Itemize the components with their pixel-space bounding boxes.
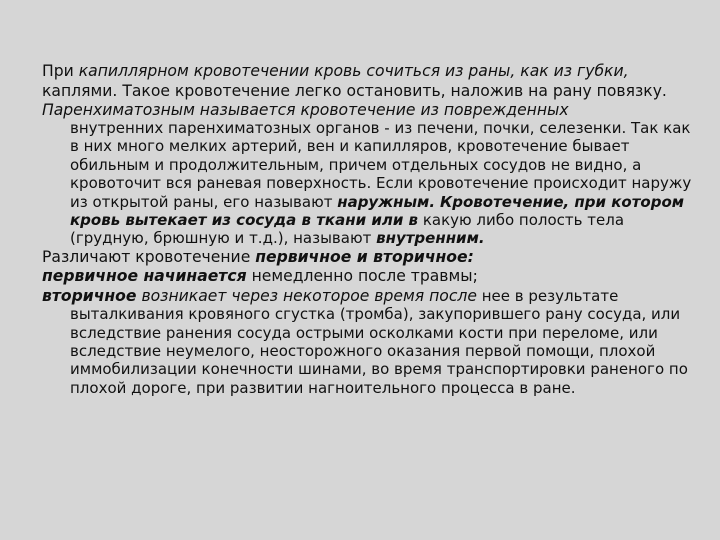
external-term: наружным. [337, 192, 436, 211]
parenchymal-body: внутренних паренхиматозных органов - из печени, почки, селезенки. Так как в них много мелких артерий, вен и капилляров, кровотечение бывает обильным и продолжительным, причем отдельных сосудов не видно, а кровоточит вся раневая поверхность. Если кровотечение происходит наружу из открытой раны, его называют [70, 119, 692, 211]
paragraph-capillary [42, 62, 692, 101]
capillary-definition: капиллярном кровотечении кровь сочиться из раны, как из губки, [78, 62, 629, 80]
primary-term: первичное начинается [42, 267, 247, 286]
parenchymal-term: Паренхиматозным называется кровотечение из поврежденных [42, 101, 569, 119]
secondary-term: вторичное [42, 286, 137, 305]
internal-body: какую либо полость тела (грудную, брюшную и т.д.), называют [70, 211, 625, 248]
capillary-body: каплями. Такое кровотечение легко остановить, наложив на рану повязку. [42, 81, 667, 100]
internal-definition: Кровотечение, при котором кровь вытекает из сосуда в ткани или в [70, 192, 685, 230]
slide-text [42, 62, 692, 397]
internal-term: внутренним. [376, 229, 485, 248]
capillary-lead: При [42, 62, 79, 80]
secondary-definition: возникает через некоторое время после [136, 286, 477, 305]
types-lead: Различают кровотечение [42, 247, 256, 266]
paragraph-primary [42, 267, 692, 287]
paragraph-types [42, 248, 692, 268]
secondary-body: нее в результате выталкивания кровяного сгустка (тромба), закупорившего рану сосуда, или вследствие ранения сосуда острыми осколками кости при переломе, или вследствие неумелого, неосторожного оказания первой помощи, плохой иммобилизации конечности шинами, во время транспортировки раненого по плохой дороге, при развитии нагноительного процесса в ране. [70, 286, 688, 397]
paragraph-secondary [42, 287, 692, 397]
paragraph-parenchymal [42, 101, 692, 248]
primary-body: немедленно после травмы; [246, 267, 478, 286]
types-terms: первичное и вторичное: [255, 247, 474, 266]
